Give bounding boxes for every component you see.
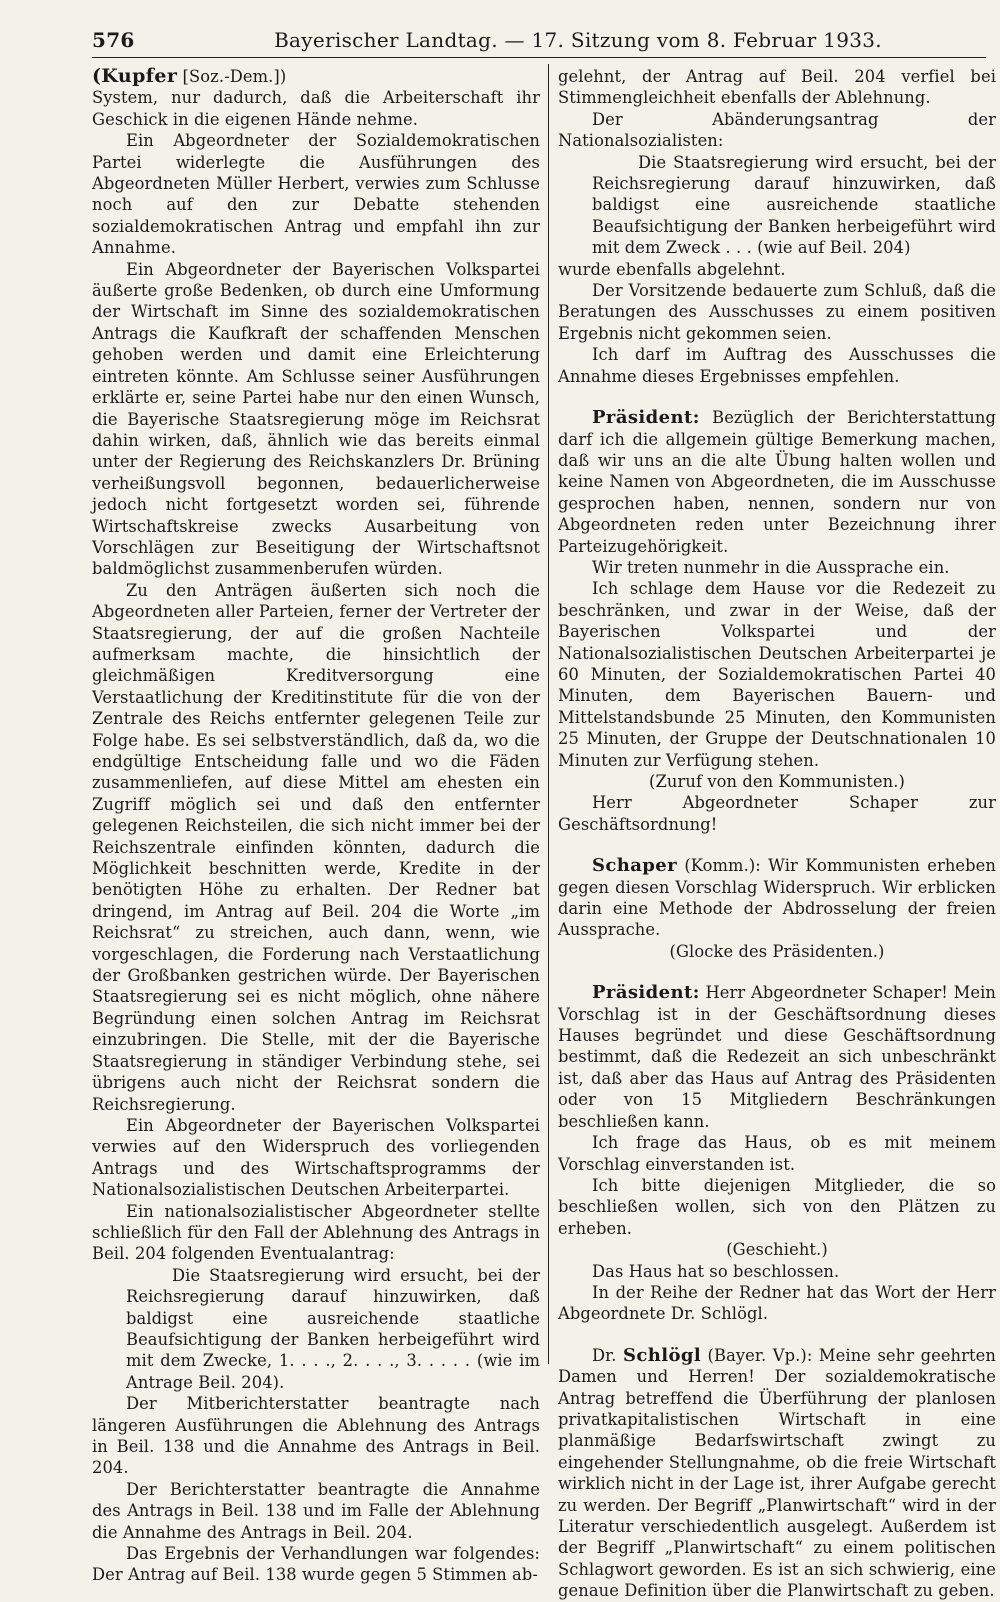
speaker-party: [Soz.-Dem.]) xyxy=(177,67,287,86)
spacer xyxy=(558,962,996,982)
paragraph: Ich frage das Haus, ob es mit meinem Vorschlag einverstanden ist. xyxy=(558,1133,996,1174)
page-number: 576 xyxy=(92,28,135,52)
interjection: (Zuruf von den Kommunisten.) xyxy=(649,772,905,791)
paragraph: Zu den Anträgen äußerten sich noch die Abgeordneten aller Parteien, ferner der Vertreter der Staatsregierung, der auf die großen Nachteile aufmerksam machte, die hinsichtlich der gleichmäßigen Kreditversorgung eine Verstaatlichung der Kreditinstitute für die von der Zentrale des Reichs entfernter gelegenen Teile zur Folge habe. Es sei selbstverständlich, daß da, wo die endgültige Entscheidung falle und wo die Fäden zusammenliefen, auf diese Mittel am ehesten ein Zugriff möglich sei und daß den entfernter gelegenen Reichsteilen, die sich nicht immer bei der Reichszentrale einfinden könnten, dadurch die Möglichkeit beschnitten werde, Kredite in der benötigten Höhe zu erhalten. Der Redner bat dringend, im Antrag auf Beil. 204 die Worte „im Reichsrat“ zu streichen, auch dann, wenn, wie vorgeschlagen, die Forderung nach Verstaatlichung der Großbanken gestrichen würde. Der Bayerischen Staatsregierung sei es nicht möglich, ohne nähere Begründung einen solchen Antrag im Reichsrat einzubringen. Die Stelle, mit der die Bayerische Staatsregierung in ständiger Verbindung stehe, sei übrigens auch nicht der Reichsrat sondern die Reichsregierung. xyxy=(92,580,540,1114)
paragraph: Der Mitberichterstatter beantragte nach längeren Ausführungen die Ablehnung des Antrags in Beil. 138 und die Annahme des Antrags in Beil. 204. xyxy=(92,1394,540,1478)
speech-president-2 xyxy=(558,982,996,1132)
paragraph: System, nur dadurch, daß die Arbeiterschaft ihr Geschick in die eigenen Hände nehme. xyxy=(92,88,540,129)
speaker-heading xyxy=(92,66,540,87)
paragraph: Wir treten nunmehr in die Aussprache ein. xyxy=(592,557,950,577)
paragraph: Ein Abgeordneter der Bayerischen Volkspartei verwies auf den Widerspruch des vorliegenden Antrags und des Wirtschaftsprogramms der Nationalsozialistischen Deutschen Arbeiterpartei. xyxy=(92,1115,540,1200)
page-header xyxy=(92,28,984,54)
speaker-name: Präsident: xyxy=(592,982,700,1004)
running-title: Bayerischer Landtag. — 17. Sitzung vom 8. Februar 1933. xyxy=(274,28,882,52)
speech-schloegl xyxy=(558,1345,996,1602)
speaker-name: Schaper xyxy=(592,855,678,877)
paragraph: Ein Abgeordneter der Bayerischen Volkspartei äußerte große Bedenken, ob durch eine Umformung der Wirtschaft im Sinne des sozialdemokratischen Antrags die Kaufkraft der schaffenden Menschen gehoben werden und damit eine Erleichterung eintreten könnte. Am Schlusse seiner Ausführungen erklärte er, seine Partei habe nur den einen Wunsch, die Bayerische Staatsregierung möge im Reichsrat dahin wirken, daß, ähnlich wie das bereits einmal unter der Regierung des Reichskanzlers Dr. Brüning verheißungsvoll begonnen, bedauerlicherweise jedoch nicht fortgesetzt worden sei, führende Wirtschaftskreise zwecks Ausarbeitung von Vorschlägen zur Beseitigung der Wirtschaftsnot baldmöglichst zusammenberufen würden. xyxy=(92,259,540,579)
quoted-motion: Die Staatsregierung wird ersucht, bei der Reichsregierung darauf hinzuwirken, daß baldigst eine ausreichende staatliche Beaufsichtigung der Banken herbeigeführt wird mit dem Zwecke, 1. . . ., 2. . . ., 3. . . . . (wie im Antrage Beil. 204). xyxy=(126,1265,540,1392)
speech-schaper xyxy=(558,855,996,941)
paragraph: Herr Abgeordneter Schaper zur Geschäftsordnung! xyxy=(558,793,996,834)
paragraph: Der Berichterstatter beantragte die Annahme des Antrags in Beil. 138 und im Falle der Ablehnung die Annahme des Antrags in Beil. 204. xyxy=(92,1479,540,1542)
paragraph: Ich schlage dem Hause vor die Redezeit zu beschränken, und zwar in der Weise, daß der Bayerischen Volkspartei und der Nationalsozialistischen Deutschen Arbeiterpartei je 60 Minuten, der Sozialdemokratischen Partei 40 Minuten, dem Bayerischen Bauern- und Mittelstandsbunde 25 Minuten, den Kommunisten 25 Minuten, der Gruppe der Deutschnationalen 10 Minuten zur Verfügung stehen. xyxy=(558,579,996,770)
speaker-title: Dr. xyxy=(592,1345,623,1365)
column-divider xyxy=(548,64,549,1364)
paragraph: wurde ebenfalls abgelehnt. xyxy=(558,259,786,279)
speech-text: (Komm.): Wir Kommunisten erheben gegen diesen Vorschlag Widerspruch. Wir erblicken darin eine Methode der Abdrosselung der freien Aussprache. xyxy=(558,856,996,940)
paragraph: Der Vorsitzende bedauerte zum Schluß, daß die Beratungen des Ausschusses zu einem positiven Ergebnis nicht gekommen seien. xyxy=(558,281,996,343)
speech-text: (Bayer. Vp.): Meine sehr geehrten Damen und Herren! Der sozialdemokratische Antrag betreffend die Überführung der planlosen privatkapitalistischen Wirtschaft in eine planmäßige Bedarfswirtschaft zwingt zu eingehender Stellungnahme, ob die freie Wirtschaft wirklich nicht in der Lage ist, ihrer Aufgabe gerecht zu werden. Der Begriff „Planwirtschaft“ wird in der Literatur verschiedentlich ausgelegt. Außerdem ist der Begriff „Planwirtschaft“ zu einem politischen Schlagwort geworden. Es ist an sich schwierig, eine genaue Definition über die Planwirtschaft zu geben. xyxy=(558,1345,996,1601)
paragraph: Ein Abgeordneter der Sozialdemokratischen Partei widerlegte die Ausführungen des Abgeordneten Müller Herbert, verwies zum Schlusse noch auf den zur Debatte stehenden sozialdemokratischen Antrag und empfahl ihn zur Annahme. xyxy=(92,131,540,258)
speaker-name: (Kupfer xyxy=(92,65,178,87)
speech-text: Herr Abgeordneter Schaper! Mein Vorschlag ist in der Geschäftsordnung dieses Hauses begründet und diese Geschäftsordnung bestimmt, daß die Redezeit an sich unbeschränkt ist, daß aber das Haus auf Antrag des Präsidenten oder von 15 Mitgliedern Beschränkungen beschließen kann. xyxy=(558,983,996,1131)
paragraph: In der Reihe der Redner hat das Wort der Herr Abgeordnete Dr. Schlögl. xyxy=(558,1282,996,1324)
paragraph: Das Ergebnis der Verhandlungen war folgendes: Der Antrag auf Beil. 138 wurde gegen 5 Stimmen ab- xyxy=(92,1544,540,1585)
header-rule xyxy=(92,57,986,58)
quoted-motion: Die Staatsregierung wird ersucht, bei der Reichsregierung darauf hinzuwirken, daß baldigst eine ausreichende staatliche Beaufsichtigung der Banken herbeigeführt wird mit dem Zweck . . . (wie auf Beil. 204) xyxy=(592,152,996,258)
right-column xyxy=(558,66,996,1602)
paragraph: Ich darf im Auftrag des Ausschusses die Annahme dieses Ergebnisses empfehlen. xyxy=(558,345,996,386)
left-column xyxy=(92,66,540,1586)
speech-president-1 xyxy=(558,407,996,557)
speech-text: Bezüglich der Berichterstattung darf ich die allgemein gültige Bemerkung machen, daß wir uns an die alte Übung halten wollen und keine Namen von Abgeordneten, die im Ausschusse gesprochen haben, nennen, sondern nur von Abgeordneten reden unter Bezeichnung ihrer Parteizugehörigkeit. xyxy=(558,408,996,556)
spacer xyxy=(558,835,996,855)
spacer xyxy=(558,387,996,407)
spacer xyxy=(558,1325,996,1345)
speaker-name: Präsident: xyxy=(592,407,700,429)
paragraph: Das Haus hat so beschlossen. xyxy=(592,1261,840,1281)
paragraph: Ein nationalsozialistischer Abgeordneter stellte schließlich für den Fall der Ablehnung des Antrags in Beil. 204 folgenden Eventualantrag: xyxy=(92,1201,540,1264)
paragraph: Ich bitte diejenigen Mitglieder, die so beschließen wollen, sich von den Plätzen zu erheben. xyxy=(558,1175,996,1238)
interjection: (Glocke des Präsidenten.) xyxy=(669,941,885,961)
paragraph: Der Abänderungsantrag der Nationalsozialisten: xyxy=(558,109,996,151)
speaker-name: Schlögl xyxy=(622,1344,702,1366)
paragraph: gelehnt, der Antrag auf Beil. 204 verfiel bei Stimmengleichheit ebenfalls der Ablehnung. xyxy=(558,67,996,108)
interjection: (Geschieht.) xyxy=(726,1240,828,1260)
